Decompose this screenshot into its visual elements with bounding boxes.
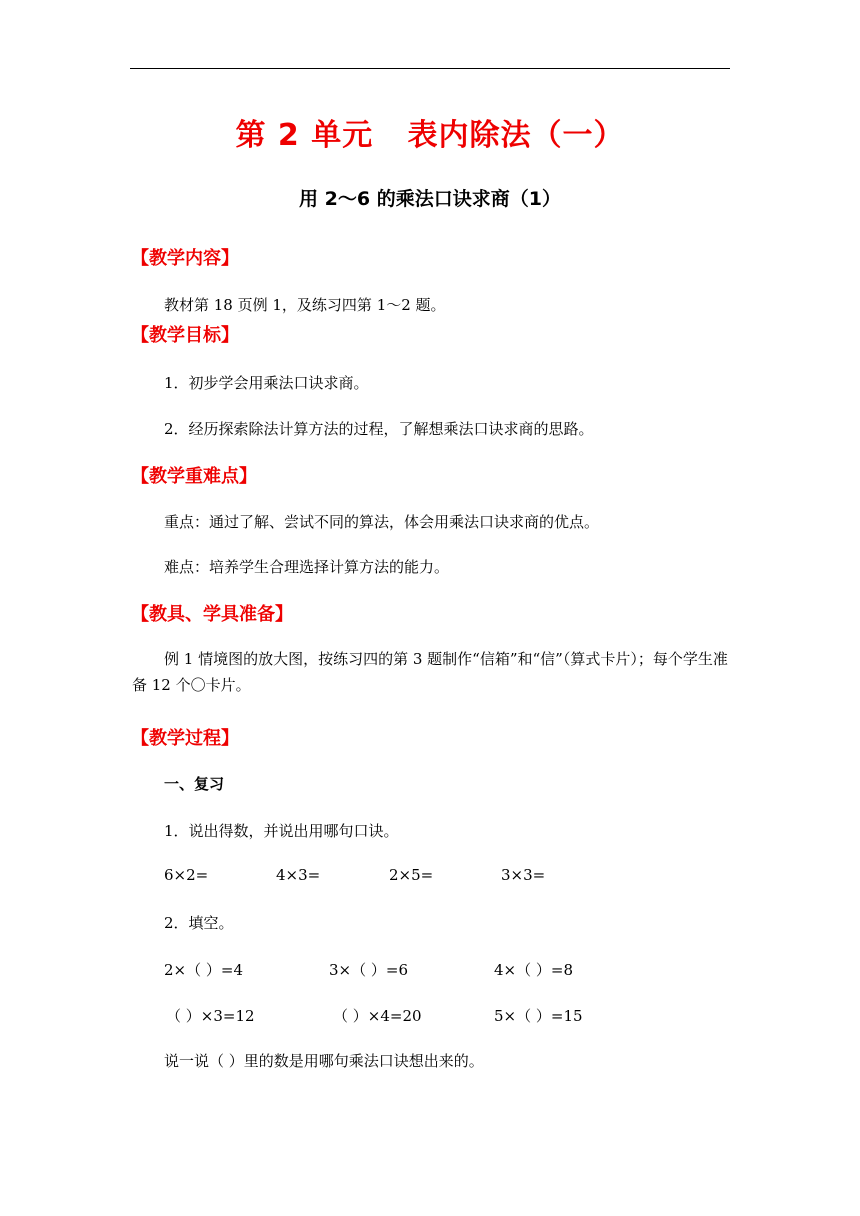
review-title: 一、复习 <box>164 775 225 793</box>
task1-instruction: 1．说出得数，并说出用哪句口诀。 <box>164 822 399 840</box>
task2-blank-expression: 4×（ ）=8 <box>494 961 573 979</box>
task1-expression: 2×5= <box>389 866 434 884</box>
key-point-focus: 重点：通过了解、尝试不同的算法，体会用乘法口诀求商的优点。 <box>164 513 600 531</box>
task2-instruction: 2．填空。 <box>164 914 234 932</box>
heading-materials: 【教具、学具准备】 <box>131 604 293 625</box>
heading-key-points: 【教学重难点】 <box>131 466 257 487</box>
materials-text: 例 1 情境图的放大图，按练习四的第 3 题制作“信箱”和“信”（算式卡片）；每个学生准备 12 个〇卡片。 <box>132 650 728 694</box>
heading-teaching-goals: 【教学目标】 <box>131 325 239 346</box>
header-rule <box>130 68 730 69</box>
task2-note: 说一说（ ）里的数是用哪句乘法口诀想出来的。 <box>164 1052 484 1070</box>
lesson-title: 用 2～6 的乘法口诀求商（1） <box>299 188 561 210</box>
goal-item-2: 2．经历探索除法计算方法的过程，了解想乘法口诀求商的思路。 <box>164 420 594 438</box>
unit-title: 第 2 单元 表内除法（一） <box>235 118 625 153</box>
task2-blank-expression: 5×（ ）=15 <box>494 1007 583 1025</box>
heading-teaching-content: 【教学内容】 <box>131 248 239 269</box>
goal-item-1: 1．初步学会用乘法口诀求商。 <box>164 374 369 392</box>
task1-expression: 4×3= <box>276 866 321 884</box>
task2-blank-expression: （ ）×4=20 <box>333 1007 422 1025</box>
task1-expression: 3×3= <box>501 866 546 884</box>
heading-process: 【教学过程】 <box>131 728 239 749</box>
task1-expression: 6×2= <box>164 866 209 884</box>
task2-blank-expression: 3×（ ）=6 <box>329 961 408 979</box>
key-point-difficulty: 难点：培养学生合理选择计算方法的能力。 <box>164 558 450 576</box>
teaching-content-text: 教材第 18 页例 1，及练习四第 1～2 题。 <box>164 296 446 314</box>
task2-blank-expression: （ ）×3=12 <box>166 1007 255 1025</box>
task2-blank-expression: 2×（ ）=4 <box>164 961 243 979</box>
